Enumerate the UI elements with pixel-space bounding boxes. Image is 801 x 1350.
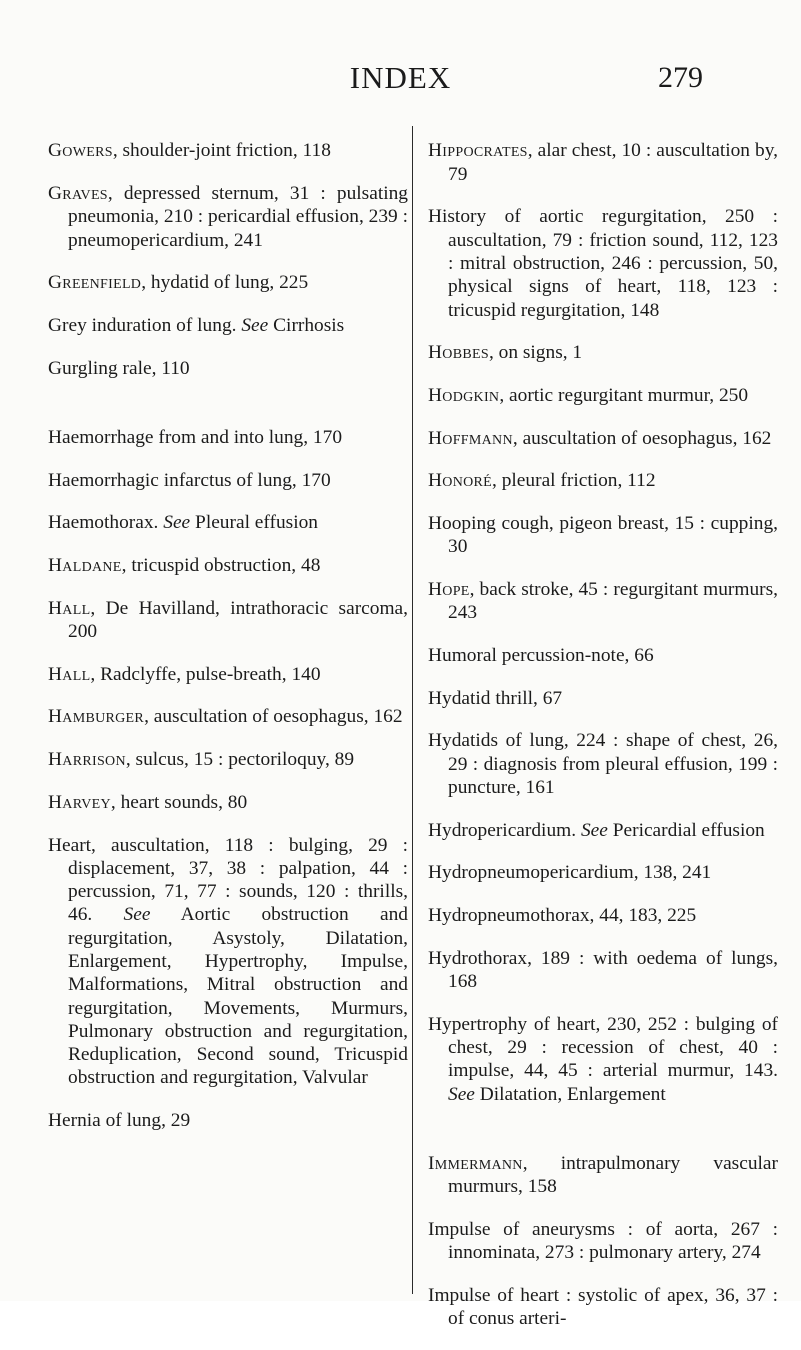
column-divider [412, 126, 413, 1294]
index-entry: Hoffmann, auscultation of oesophagus, 162 [428, 427, 772, 449]
index-entry: Hydatid thrill, 67 [428, 687, 563, 709]
index-entry: Hooping cough, pigeon breast, 15 : cupping, 30 [428, 513, 778, 558]
index-entry: History of aortic regurgitation, 250 : auscultation, 79 : friction sound, 112, 123 : mitral obstruction, 246 : percussion, 50, physical signs of heart, 118, 123 : tricuspid regurgitation, 148 [428, 206, 778, 321]
index-column-left [48, 120, 408, 1152]
page-title: INDEX [349, 60, 452, 95]
index-entry: Humoral percussion-note, 66 [428, 644, 654, 666]
index-entry: Harvey, heart sounds, 80 [48, 791, 248, 813]
index-entry: Impulse of aneurysms : of aorta, 267 : innominata, 273 : pulmonary artery, 274 [428, 1218, 778, 1264]
index-entry: Harrison, sulcus, 15 : pectoriloquy, 89 [48, 749, 355, 771]
index-entry: Hydrothorax, 189 : with oedema of lungs, 168 [428, 947, 778, 992]
index-entry: Hall, De Havilland, intrathoracic sarcoma, 200 [48, 597, 408, 643]
index-entry: Hydatids of lung, 224 : shape of chest, 26, 29 : diagnosis from pleural effusion, 199 : puncture, 161 [428, 730, 778, 798]
index-entry: Haemorrhagic infarctus of lung, 170 [48, 469, 331, 491]
index-entry: Hall, Radclyffe, pulse-breath, 140 [48, 663, 321, 685]
index-entry: Hernia of lung, 29 [48, 1110, 191, 1132]
index-column-right [428, 120, 778, 1350]
index-entry: Gurgling rale, 110 [48, 357, 190, 379]
index-entry: Grey induration of lung. See Cirrhosis [48, 315, 345, 337]
index-entry: Hypertrophy of heart, 230, 252 : bulging of chest, 29 : recession of chest, 40 : impulse, 44, 45 : arterial murmur, 143. See Dilatation, Enlargement [428, 1013, 778, 1105]
index-entry: Hippocrates, alar chest, 10 : auscultation by, 79 [428, 140, 778, 185]
index-entry: Gowers, shoulder-joint friction, 118 [48, 140, 331, 162]
index-entry: Hope, back stroke, 45 : regurgitant murmurs, 243 [428, 578, 778, 624]
index-entry: Greenfield, hydatid of lung, 225 [48, 272, 309, 294]
index-entry: Hodgkin, aortic regurgitant murmur, 250 [428, 384, 749, 406]
index-entry: Hobbes, on signs, 1 [428, 342, 583, 364]
page-number: 279 [658, 61, 703, 94]
index-entry: Hydropneumothorax, 44, 183, 225 [428, 905, 697, 926]
index-entry: Graves, depressed sternum, 31 : pulsating pneumonia, 210 : pericardial effusion, 239 : pneumopericardium, 241 [48, 183, 408, 251]
index-entry: Hamburger, auscultation of oesophagus, 162 [48, 706, 403, 728]
index-entry: Hydropneumopericardium, 138, 241 [428, 862, 712, 884]
index-entry: Impulse of heart : systolic of apex, 36, 37 : of conus arteri- [428, 1284, 778, 1330]
index-entry: Haldane, tricuspid obstruction, 48 [48, 555, 321, 577]
index-entry: Immermann, intrapulmonary vascular murmurs, 158 [428, 1152, 778, 1198]
index-entry: Hydropericardium. See Pericardial effusion [428, 819, 765, 841]
index-entry: Haemothorax. See Pleural effusion [48, 512, 318, 534]
index-entry: Heart, auscultation, 118 : bulging, 29 : displacement, 37, 38 : palpation, 44 : percussion, 71, 77 : sounds, 120 : thrills, 46. See Aortic obstruction and regurgitation, Asystoly, Dilatation, Enlargement, Hypertrophy, Impulse, Malformations, Mitral obstruction and regurgitation, Movements, Murmurs, Pulmonary obstruction and regurgitation, Reduplication, Second sound, Tricuspid obstruction and regurgitation, Valvular [48, 834, 408, 1089]
index-entry: Haemorrhage from and into lung, 170 [48, 427, 343, 449]
index-entry: Honoré, pleural friction, 112 [428, 470, 656, 492]
